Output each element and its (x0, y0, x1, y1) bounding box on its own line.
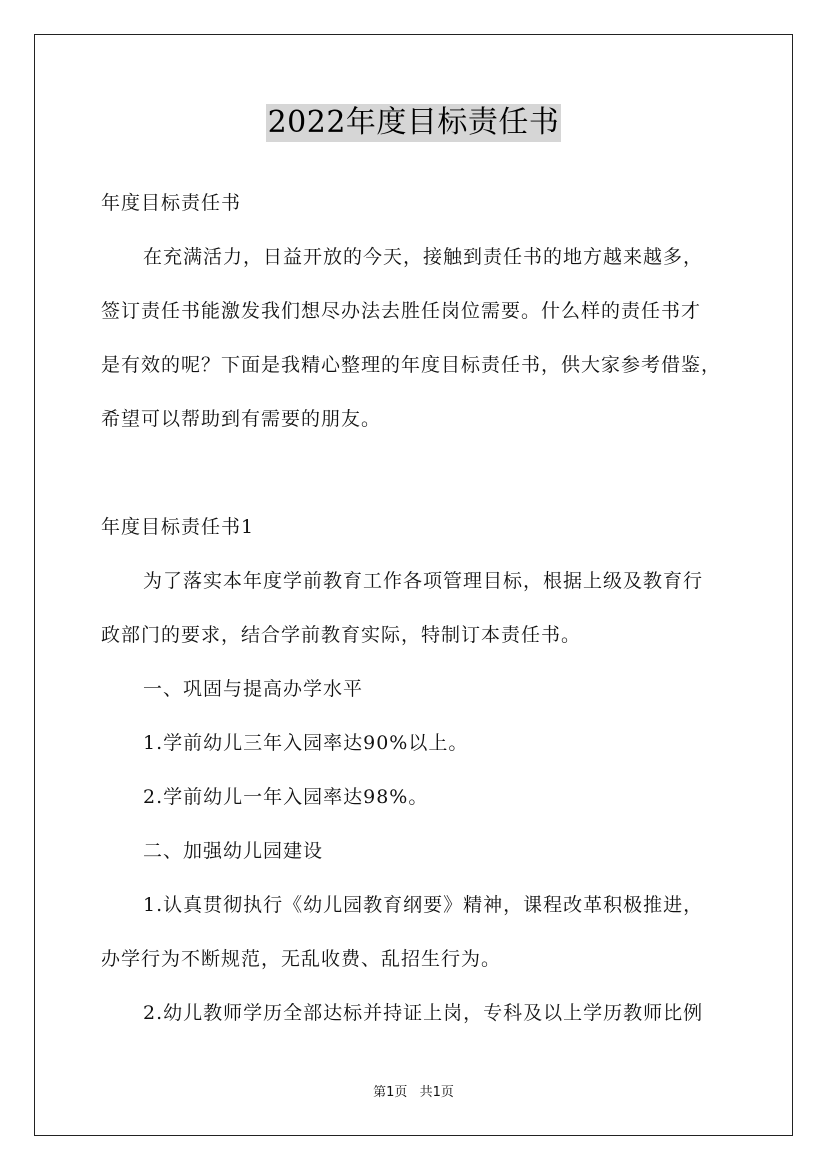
section-1-item-2: 2.学前幼儿一年入园率达98%。 (143, 786, 429, 808)
section-2-item-1-line-1: 1.认真贯彻执行《幼儿园教育纲要》精神，课程改革积极推进， (143, 894, 704, 916)
section-1-heading: 一、巩固与提高办学水平 (143, 678, 364, 700)
section-1-item-1: 1.学前幼儿三年入园率达90%以上。 (143, 732, 469, 754)
purpose-line-2: 政部门的要求，结合学前教育实际，特制订本责任书。 (101, 624, 582, 646)
document-title: 2022年度目标责任书 (267, 105, 560, 140)
section-2-item-2: 2.幼儿教师学历全部达标并持证上岗，专科及以上学历教师比例 (143, 1002, 704, 1024)
page-number: 第1页 (373, 1085, 408, 1100)
section-2-heading: 二、加强幼儿园建设 (143, 840, 324, 862)
section-2-item-1-line-2: 办学行为不断规范，无乱收费、乱招生行为。 (101, 948, 502, 970)
title-container (0, 104, 827, 142)
intro-line-4: 希望可以帮助到有需要的朋友。 (101, 408, 382, 430)
page-total: 共1页 (419, 1085, 454, 1100)
page-footer (0, 1084, 827, 1102)
heading-annual-responsibility: 年度目标责任书 (101, 192, 242, 214)
document-body (101, 176, 741, 1040)
heading-responsibility-1: 年度目标责任书1 (101, 516, 255, 538)
purpose-line-1: 为了落实本年度学前教育工作各项管理目标，根据上级及教育行 (143, 570, 704, 592)
intro-line-2: 签订责任书能激发我们想尽办法去胜任岗位需要。什么样的责任书才 (101, 300, 702, 322)
intro-line-3: 是有效的呢？下面是我精心整理的年度目标责任书，供大家参考借鉴， (101, 354, 722, 376)
intro-line-1: 在充满活力，日益开放的今天，接触到责任书的地方越来越多， (143, 246, 704, 268)
section-spacer (101, 446, 741, 500)
